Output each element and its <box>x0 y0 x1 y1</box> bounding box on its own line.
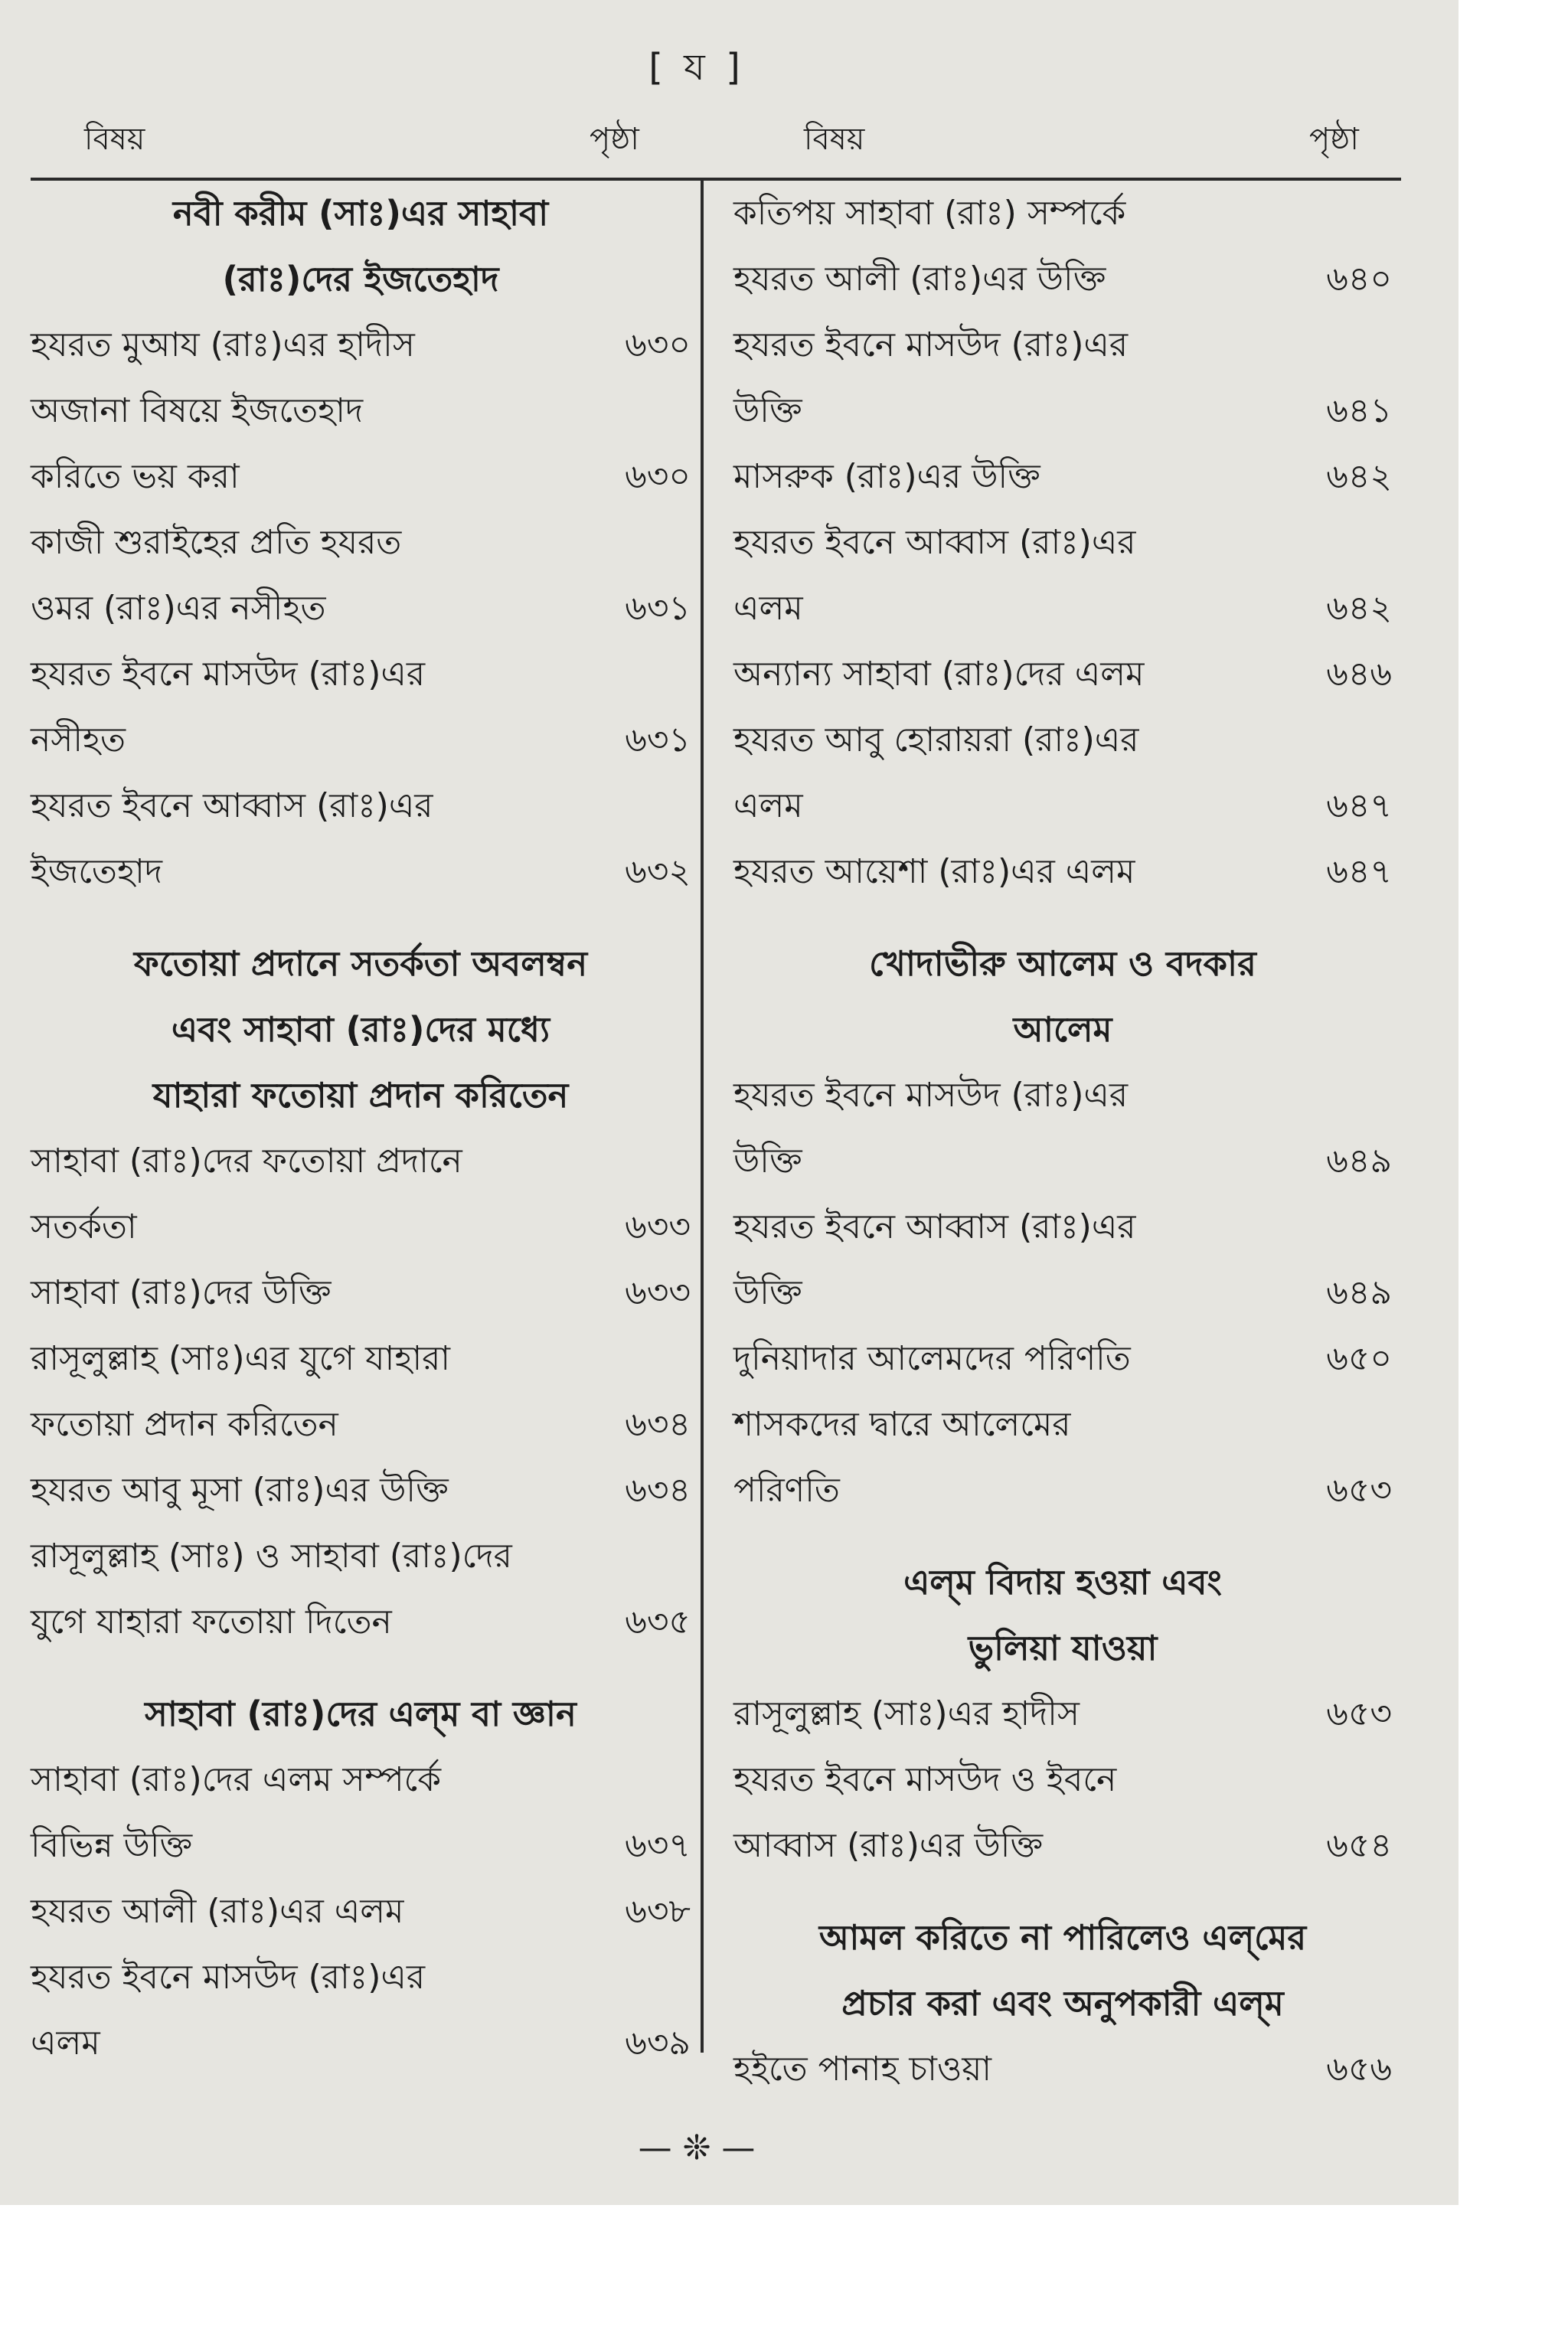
toc-entry <box>733 2037 1392 2102</box>
toc-entry <box>733 378 1392 444</box>
toc-page-number: ৬৫৪ <box>1326 1826 1392 1865</box>
toc-entry-title: এলম <box>733 786 803 825</box>
toc-entry-title: হযরত ইবনে আব্বাস (রাঃ)এর <box>733 523 1136 562</box>
toc-entry-title: হযরত ইবনে আব্বাস (রাঃ)এর <box>31 786 433 825</box>
toc-entry-title: কতিপয় সাহাবা (রাঃ) সম্পর্কে <box>733 194 1126 233</box>
toc-entry-title: শাসকদের দ্বারে আলেমের <box>733 1405 1071 1444</box>
section-heading <box>31 931 691 997</box>
toc-entry-title: সাহাবা (রাঃ)দের এলম সম্পর্কে <box>31 1760 442 1799</box>
toc-entry <box>733 510 1392 576</box>
toc-entry <box>733 1260 1392 1326</box>
toc-entry <box>733 1813 1392 1879</box>
toc-entry-title: হযরত আবু মূসা (রাঃ)এর উক্তি <box>31 1471 449 1510</box>
toc-entry <box>733 1681 1392 1747</box>
toc-entry <box>733 312 1392 378</box>
toc-entry <box>733 1747 1392 1813</box>
toc-entry <box>31 1260 691 1326</box>
toc-entry-title: নসীহত <box>31 720 126 760</box>
section-heading-text: নবী করীম (সাঃ)এর সাহাবা <box>172 193 549 234</box>
toc-entry <box>733 773 1392 839</box>
toc-page-number: ৬৩০ <box>625 457 691 496</box>
toc-entry <box>31 1194 691 1260</box>
toc-entry-title: হযরত ইবনে মাসউদ (রাঃ)এর <box>31 655 426 694</box>
toc-page-number: ৬৪৭ <box>1326 852 1392 891</box>
toc-entry-title: ওমর (রাঃ)এর নসীহত <box>31 589 326 628</box>
toc-page-number: ৬৫৩ <box>1326 1471 1392 1510</box>
section-heading-text: ভুলিয়া যাওয়া <box>968 1628 1158 1668</box>
section-heading-text: যাহারা ফতোয়া প্রদান করিতেন <box>152 1075 569 1116</box>
toc-entry-title: হযরত আলী (রাঃ)এর উক্তি <box>733 260 1106 299</box>
toc-entry-title: অন্যান্য সাহাবা (রাঃ)দের এলম <box>733 655 1145 694</box>
section-heading <box>31 1681 691 1747</box>
toc-entry-title: ফতোয়া প্রদান করিতেন <box>31 1405 338 1444</box>
toc-entry-title: সাহাবা (রাঃ)দের ফতোয়া প্রদানে <box>31 1142 462 1181</box>
page-ornament: — ❊ — <box>638 2128 756 2167</box>
toc-entry-title: হইতে পানাহ চাওয়া <box>733 2050 992 2089</box>
toc-entry <box>31 707 691 773</box>
section-heading <box>733 997 1392 1063</box>
toc-page-number: ৬৪২ <box>1326 589 1392 628</box>
toc-entry <box>31 576 691 642</box>
toc-entry <box>31 1813 691 1879</box>
toc-entry <box>733 181 1392 247</box>
section-heading <box>733 1615 1392 1681</box>
left-toc-column <box>31 181 691 2076</box>
toc-entry-title: হযরত ইবনে মাসউদ (রাঃ)এর <box>733 1076 1129 1115</box>
section-heading <box>733 931 1392 997</box>
section-heading <box>733 1971 1392 2037</box>
toc-entry <box>31 312 691 378</box>
toc-entry <box>733 707 1392 773</box>
toc-entry <box>31 1392 691 1458</box>
toc-entry <box>733 1458 1392 1524</box>
section-heading-text: সাহাবা (রাঃ)দের এল্‌ম বা জ্ঞান <box>145 1694 577 1734</box>
toc-page-number: ৬৩৩ <box>625 1207 691 1246</box>
right-page-header: পৃষ্ঠা <box>1309 122 1359 157</box>
toc-entry <box>733 247 1392 312</box>
toc-entry-title: রাসূলুল্লাহ (সাঃ)এর হাদীস <box>733 1694 1080 1733</box>
toc-entry <box>31 773 691 839</box>
toc-entry-title: উক্তি <box>733 1142 802 1181</box>
page-label: [ য ] <box>648 46 745 89</box>
toc-entry <box>31 444 691 510</box>
toc-entry-title: ইজতেহাদ <box>31 852 162 891</box>
toc-entry <box>733 576 1392 642</box>
toc-entry <box>31 1524 691 1589</box>
toc-entry <box>31 642 691 707</box>
toc-entry-title: হযরত ইবনে আব্বাস (রাঃ)এর <box>733 1207 1136 1246</box>
toc-entry <box>733 1063 1392 1129</box>
toc-entry <box>733 839 1392 905</box>
toc-entry <box>31 2011 691 2076</box>
toc-page-number: ৬৩৪ <box>625 1405 691 1444</box>
toc-page-number: ৬৩৩ <box>625 1273 691 1312</box>
section-heading-text: আমল করিতে না পারিলেও এল্‌মের <box>818 1917 1307 1958</box>
toc-page-number: ৬৩১ <box>625 589 691 628</box>
toc-entry <box>31 378 691 444</box>
toc-entry-title: হযরত আবু হোরায়রা (রাঃ)এর <box>733 720 1139 760</box>
toc-page-number: ৬৪৯ <box>1326 1142 1392 1181</box>
toc-entry <box>31 839 691 905</box>
toc-entry-title: করিতে ভয় করা <box>31 457 240 496</box>
toc-entry <box>31 1458 691 1524</box>
toc-entry <box>31 1326 691 1392</box>
toc-entry-title: সতর্কতা <box>31 1207 137 1246</box>
toc-page-number: ৬৩২ <box>625 852 691 891</box>
toc-entry-title: হযরত ইবনে মাসউদ ও ইবনে <box>733 1760 1117 1799</box>
toc-entry-title: মাসরুক (রাঃ)এর উক্তি <box>733 457 1040 496</box>
toc-page-number: ৬৫৩ <box>1326 1694 1392 1733</box>
toc-entry-title: সাহাবা (রাঃ)দের উক্তি <box>31 1273 332 1312</box>
toc-entry-title: কাজী শুরাইহের প্রতি হযরত <box>31 523 402 562</box>
toc-entry-title: উক্তি <box>733 391 802 430</box>
toc-page-number: ৬৩০ <box>625 325 691 364</box>
section-heading-text: ফতোয়া প্রদানে সতর্কতা অবলম্বন <box>133 943 588 984</box>
toc-entry-title: হযরত ইবনে মাসউদ (রাঃ)এর <box>31 1958 426 1997</box>
toc-page-number: ৬৩৭ <box>625 1826 691 1865</box>
toc-entry <box>733 444 1392 510</box>
toc-page-number: ৬৪৬ <box>1326 655 1392 694</box>
section-heading <box>31 997 691 1063</box>
toc-page-number: ৬৩৯ <box>625 2024 691 2063</box>
toc-entry-title: রাসূলুল্লাহ (সাঃ)এর যুগে যাহারা <box>31 1339 451 1378</box>
section-heading-text: (রাঃ)দের ইজতেহাদ <box>222 259 499 299</box>
toc-entry <box>31 1589 691 1655</box>
section-gap <box>733 905 1392 931</box>
right-toc-column <box>733 181 1392 2102</box>
toc-page-number: ৬৪০ <box>1326 260 1392 299</box>
toc-entry-title: যুগে যাহারা ফতোয়া দিতেন <box>31 1602 392 1642</box>
toc-entry <box>733 1392 1392 1458</box>
section-heading-text: খোদাভীরু আলেম ও বদকার <box>869 943 1256 984</box>
toc-page-number: ৬৩৪ <box>625 1471 691 1510</box>
toc-entry <box>31 1747 691 1813</box>
section-heading <box>31 1063 691 1129</box>
toc-entry <box>733 1194 1392 1260</box>
section-gap <box>733 1524 1392 1550</box>
toc-page-number: ৬৩৫ <box>625 1602 691 1642</box>
toc-page-number: ৬৪১ <box>1326 391 1392 430</box>
section-gap <box>31 905 691 931</box>
left-page-header: পৃষ্ঠা <box>590 122 639 157</box>
toc-entry <box>31 1879 691 1945</box>
section-heading <box>733 1550 1392 1615</box>
toc-page-number: ৬৪৭ <box>1326 786 1392 825</box>
section-heading <box>31 181 691 247</box>
section-gap <box>31 1655 691 1681</box>
toc-entry-title: উক্তি <box>733 1273 802 1312</box>
section-heading-text: এবং সাহাবা (রাঃ)দের মধ্যে <box>171 1009 550 1050</box>
toc-entry-title: পরিণতি <box>733 1471 840 1510</box>
toc-entry-title: অজানা বিষয়ে ইজতেহাদ <box>31 391 364 430</box>
toc-entry <box>733 1129 1392 1194</box>
section-heading-text: এল্‌ম বিদায় হওয়া এবং <box>903 1562 1222 1602</box>
toc-entry-title: এলম <box>733 589 803 628</box>
toc-entry <box>733 642 1392 707</box>
toc-entry-title: দুনিয়াদার আলেমদের পরিণতি <box>733 1339 1131 1378</box>
toc-entry-title: এলম <box>31 2024 100 2063</box>
toc-page-number: ৬৩৮ <box>625 1892 691 1931</box>
toc-page-number: ৬৫০ <box>1326 1339 1392 1378</box>
section-heading <box>31 247 691 312</box>
toc-page-number: ৬৪২ <box>1326 457 1392 496</box>
toc-entry <box>31 1945 691 2011</box>
left-subject-header: বিষয় <box>84 122 145 157</box>
toc-page-number: ৬৪৯ <box>1326 1273 1392 1312</box>
toc-entry <box>31 510 691 576</box>
section-heading-text: আলেম <box>1013 1009 1112 1050</box>
section-heading <box>733 1905 1392 1971</box>
toc-entry-title: আব্বাস (রাঃ)এর উক্তি <box>733 1826 1044 1865</box>
toc-entry-title: হযরত ইবনে মাসউদ (রাঃ)এর <box>733 325 1129 364</box>
toc-entry-title: হযরত আলী (রাঃ)এর এলম <box>31 1892 404 1931</box>
toc-entry-title: বিভিন্ন উক্তি <box>31 1826 193 1865</box>
toc-entry-title: রাসূলুল্লাহ (সাঃ) ও সাহাবা (রাঃ)দের <box>31 1537 512 1576</box>
section-gap <box>733 1879 1392 1905</box>
toc-entry <box>31 1129 691 1194</box>
toc-page-number: ৬৩১ <box>625 720 691 760</box>
section-heading-text: প্রচার করা এবং অনুপকারী এল্‌ম <box>841 1983 1284 2024</box>
right-subject-header: বিষয় <box>804 122 865 157</box>
toc-entry-title: হযরত মুআয (রাঃ)এর হাদীস <box>31 325 415 364</box>
column-divider <box>701 181 704 2053</box>
toc-entry <box>733 1326 1392 1392</box>
toc-page-number: ৬৫৬ <box>1326 2050 1392 2089</box>
toc-entry-title: হযরত আয়েশা (রাঃ)এর এলম <box>733 852 1135 891</box>
